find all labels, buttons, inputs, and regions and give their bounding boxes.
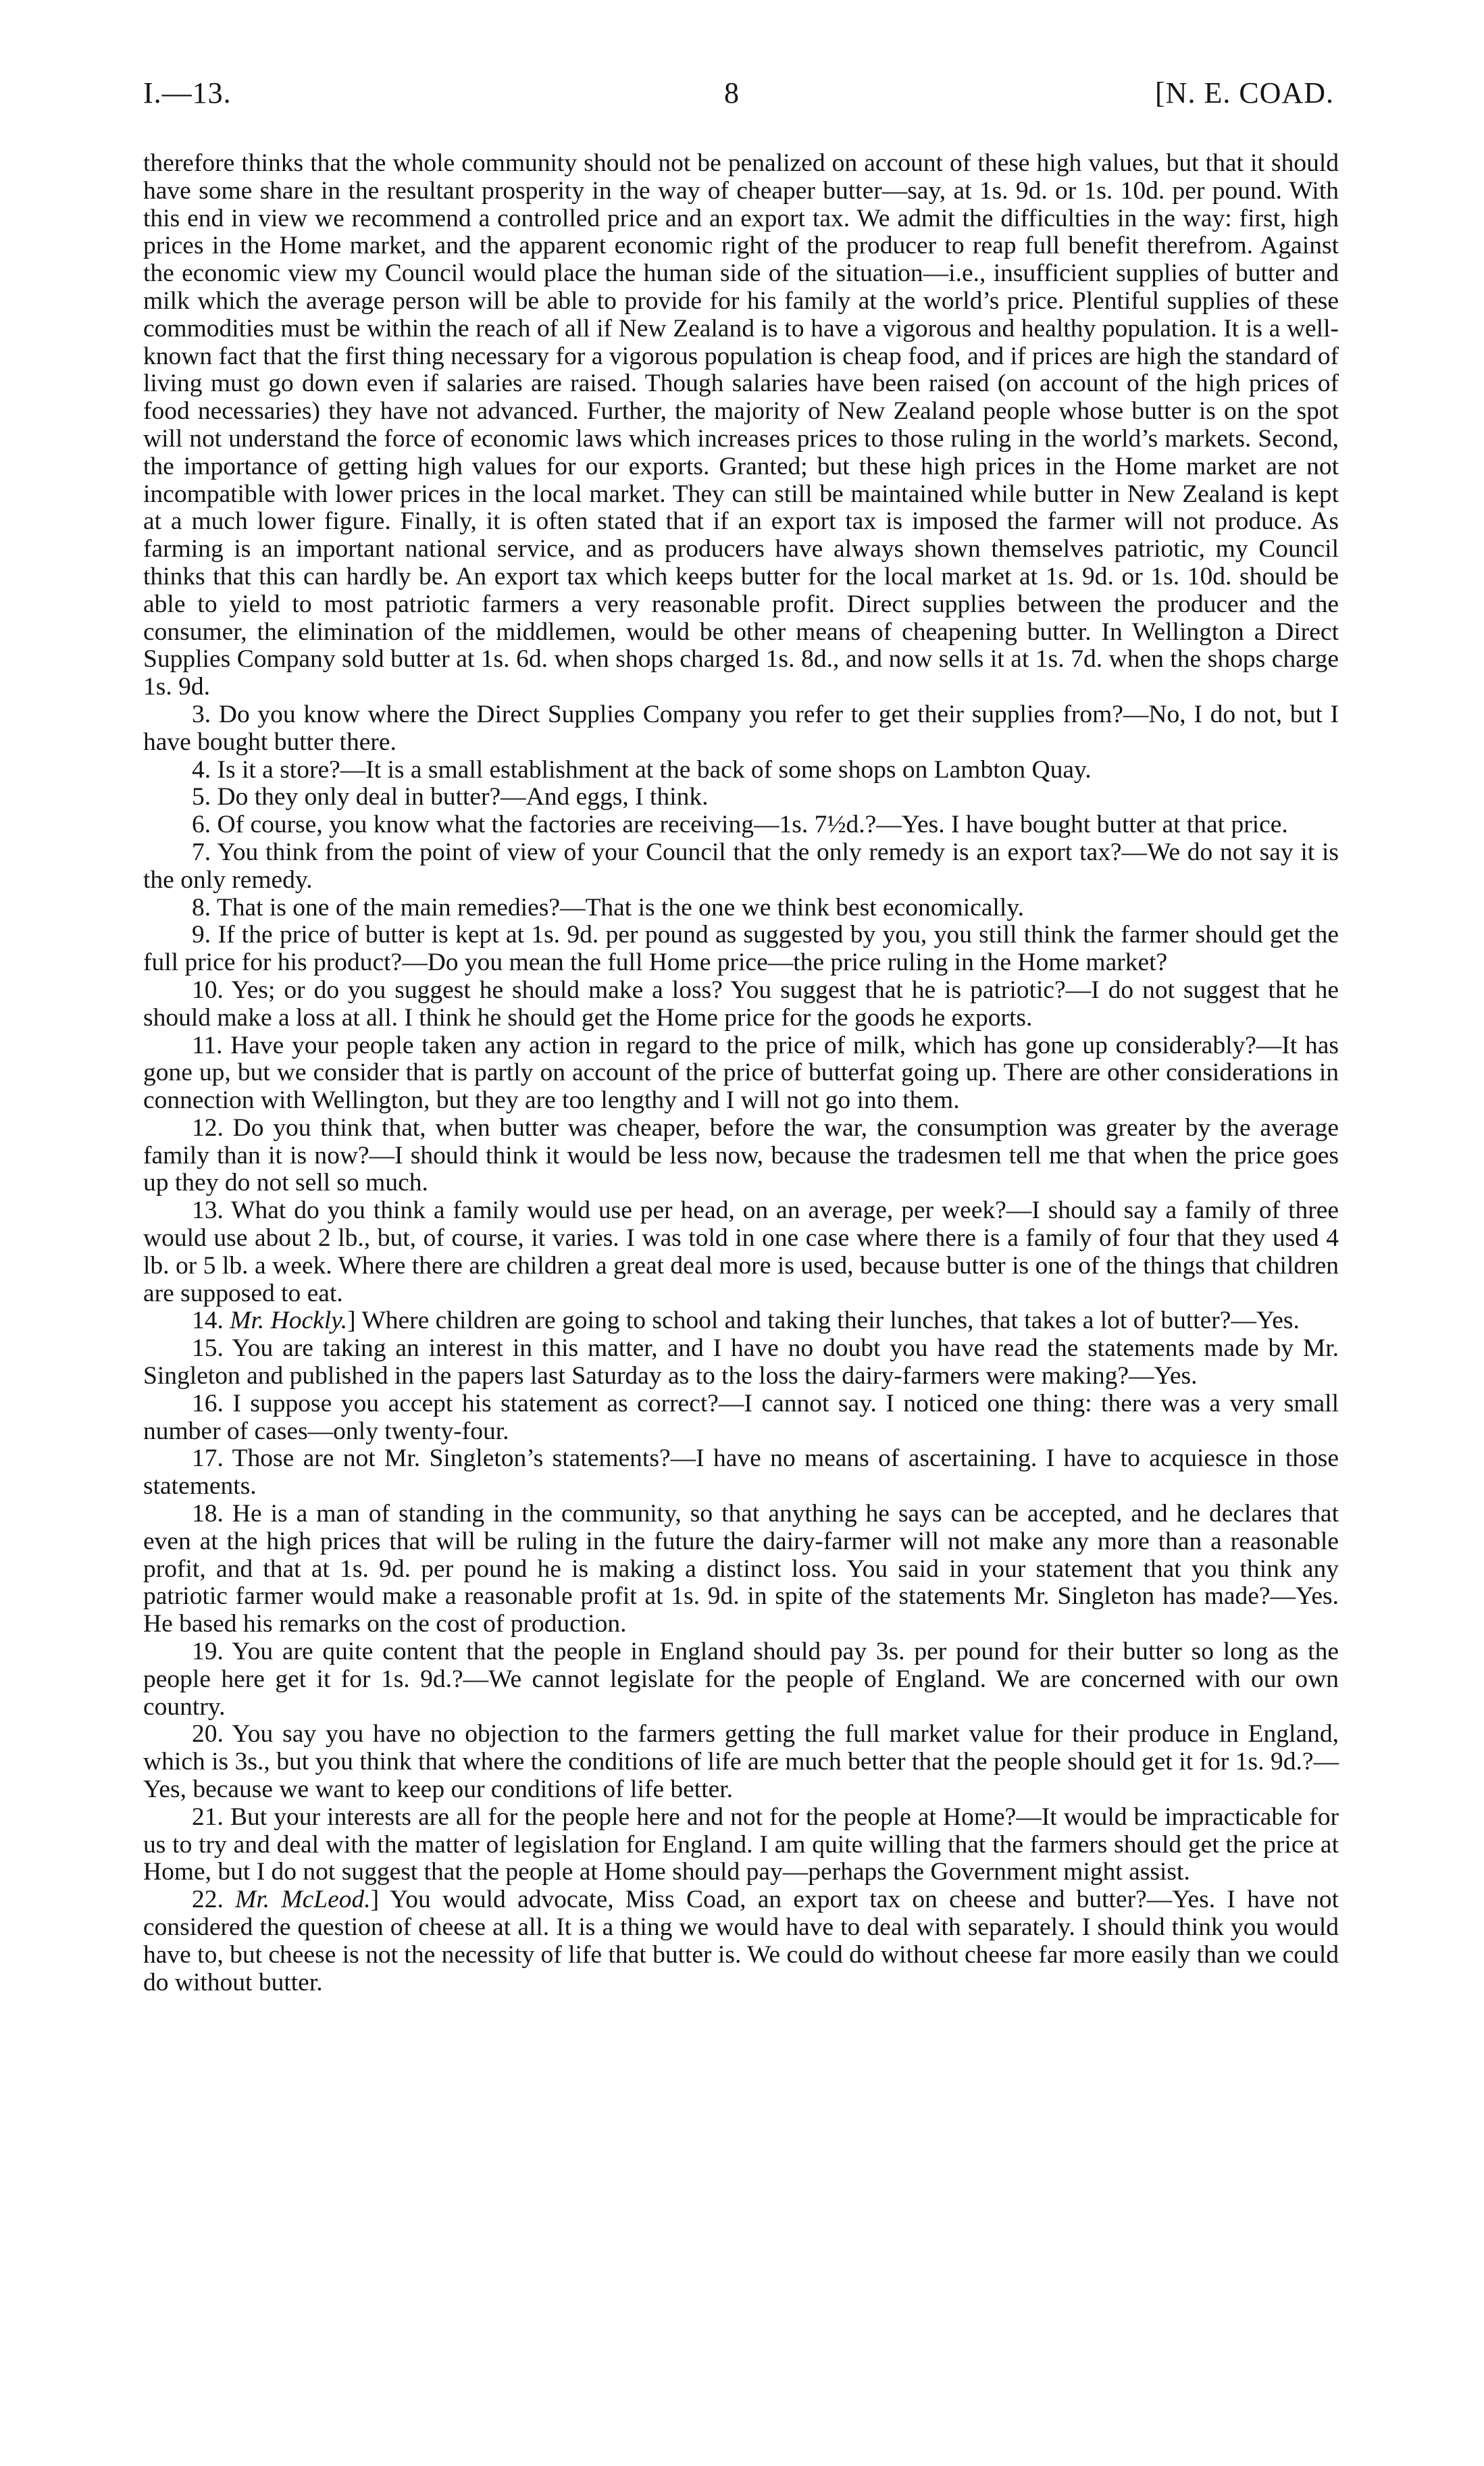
qa-text: 17. Those are not Mr. Singleton’s statements?—I have no means of ascertaining. I have to acquiesce in those statements.	[143, 1444, 1339, 1501]
qa-text: 4. Is it a store?—It is a small establishment at the back of some shops on Lambton Quay.	[192, 755, 1092, 784]
qa-text: You would advocate, Miss Coad, an export tax on cheese and butter?—Yes. I have not considered the question of cheese at all. It is a thing we would have to deal with separately. I should think you would have to, but cheese is not the necessity of life that butter is. We could do without cheese far more easily than we could do without butter.	[143, 1886, 1339, 1996]
qa-paragraph	[143, 922, 1339, 977]
qa-paragraph	[143, 811, 1339, 839]
header-document-number: I.—13.	[143, 76, 232, 109]
qa-paragraph	[143, 784, 1339, 811]
header-witness-name: [N. E. COAD.	[1155, 76, 1334, 109]
speaker-label: 22. Mr. McLeod.]	[192, 1886, 380, 1914]
qa-text: 7. You think from the point of view of your Council that the only remedy is an export tax?—We do not say it is the only remedy.	[143, 838, 1339, 894]
qa-paragraph	[143, 1886, 1339, 1996]
qa-text: 15. You are taking an interest in this matter, and I have no doubt you have read the statements made by Mr. Singleton and published in the papers last Saturday as to the loss the dairy-farmers were making?—Yes.	[143, 1334, 1339, 1390]
qa-paragraph	[143, 757, 1339, 784]
qa-text: 10. Yes; or do you suggest he should make a loss? You suggest that he is patriotic?—I do not suggest that he should make a loss at all. I think he should get the Home price for the goods he exports.	[143, 976, 1339, 1032]
qa-paragraph	[143, 1197, 1339, 1307]
qa-text: 18. He is a man of standing in the community, so that anything he says can be accepted, and he declares that even at the high prices that will be ruling in the future the dairy-farmer will not make any more than a reasonable profit, and that at 1s. 9d. per pound he is making a distinct loss. You said in your statement that you think any patriotic farmer would make a reasonable profit at 1s. 9d. in spite of the statements Mr. Singleton has made?—Yes. He based his remarks on the cost of production.	[143, 1500, 1339, 1638]
qa-text: 8. That is one of the main remedies?—That is the one we think best economically.	[192, 893, 1024, 922]
qa-paragraph	[143, 1335, 1339, 1390]
qa-paragraph	[143, 1115, 1339, 1197]
qa-text: 11. Have your people taken any action in regard to the price of milk, which has gone up considerably?—It has gone up, but we consider that is partly on account of the price of butterfat going up. There are other considerations in connection with Wellington, but they are too lengthy and I will not go into them.	[143, 1031, 1339, 1115]
question-answer-list	[143, 701, 1339, 1996]
qa-paragraph	[143, 895, 1339, 922]
qa-paragraph	[143, 839, 1339, 895]
evidence-body	[143, 150, 1339, 1996]
qa-paragraph	[143, 1307, 1339, 1335]
opening-paragraph: therefore thinks that the whole community should not be penalized on account of these high values, but that it should have some share in the resultant prosperity in the way of cheaper butter—say, at 1s. 9d. or 1s. 10d. per pound. With this end in view we recommend a controlled price and an export tax. We admit the difficulties in the way: first, high prices in the Home market, and the apparent economic right of the producer to reap full benefit therefrom. Against the economic view my Council would place the human side of the situation—i.e., insufficient supplies of butter and milk which the average person will be able to provide for his family at the world’s price. Plentiful supplies of these commodities must be within the reach of all if New Zealand is to have a vigorous and healthy population. It is a well-known fact that the first thing necessary for a vigorous population is cheap food, and if prices are high the standard of living must go down even if salaries are raised. Though salaries have been raised (on account of the high prices of food necessaries) they have not advanced. Further, the majority of New Zealand people whose butter is on the spot will not understand the force of economic laws which increases prices to those ruling in the world’s markets. Second, the importance of getting high values for our exports. Granted; but these high prices in the Home market are not incompatible with lower prices in the local market. They can still be maintained while butter in New Zealand is kept at a much lower figure. Finally, it is often stated that if an export tax is imposed the farmer will not produce. As farming is an important national service, and as producers have always shown themselves patriotic, my Council thinks that this can hardly be. An export tax which keeps butter for the local market at 1s. 9d. or 1s. 10d. should be able to yield to most patriotic farmers a very reasonable profit. Direct supplies between the producer and the consumer, the elimination of the middlemen, would be other means of cheapening butter. In Wellington a Direct Supplies Company sold butter at 1s. 6d. when shops charged 1s. 8d., and now sells it at 1s. 7d. when the shops charge 1s. 9d.	[143, 149, 1339, 701]
qa-paragraph	[143, 1032, 1339, 1115]
qa-text: 5. Do they only deal in butter?—And eggs, I think.	[192, 783, 709, 811]
qa-paragraph	[143, 977, 1339, 1032]
qa-text: 13. What do you think a family would use per head, on an average, per week?—I should say a family of three would use about 2 lb., but, of course, it varies. I was told in one case where there is a family of four that they used 4 lb. or 5 lb. a week. Where there are children a great deal more is used, because butter is one of the things that children are supposed to eat.	[143, 1197, 1339, 1307]
qa-text: 12. Do you think that, when butter was cheaper, before the war, the consumption was greater by the average family than it is now?—I should think it would be less now, because the tradesmen tell me that when the price goes up they do not sell so much.	[143, 1113, 1339, 1197]
qa-text: 20. You say you have no objection to the farmers getting the full market value for their produce in England, which is 3s., but you think that where the conditions of life are much better that the people should get it for 1s. 9d.?—Yes, because we want to keep our conditions of life better.	[143, 1720, 1339, 1804]
qa-paragraph	[143, 1721, 1339, 1803]
qa-paragraph	[143, 1390, 1339, 1446]
qa-text: 3. Do you know where the Direct Supplies Company you refer to get their supplies from?—No, I do not, but I have bought butter there.	[143, 700, 1339, 756]
qa-paragraph	[143, 701, 1339, 757]
qa-paragraph	[143, 1804, 1339, 1886]
qa-text: 16. I suppose you accept his statement as correct?—I cannot say. I noticed one thing: there was a very small number of cases—only twenty-four.	[143, 1389, 1339, 1445]
qa-text: 9. If the price of butter is kept at 1s. 9d. per pound as suggested by you, you still think the farmer should get the full price for his product?—Do you mean the full Home price—the price ruling in the Home market?	[143, 921, 1339, 977]
header-page-number: 8	[724, 76, 740, 109]
speaker-label: 14. Mr. Hockly.]	[192, 1307, 356, 1335]
qa-text: 19. You are quite content that the people in England should pay 3s. per pound for their butter so long as the people here get it for 1s. 9d.?—We cannot legislate for the people of England. We are concerned with our own country.	[143, 1638, 1339, 1721]
qa-text: 21. But your interests are all for the people here and not for the people at Home?—It would be impracticable for us to try and deal with the matter of legislation for England. I am quite willing that the farmers should get the price at Home, but I do not suggest that the people at Home should pay—perhaps the Government might assist.	[143, 1803, 1339, 1886]
qa-text: 6. Of course, you know what the factories are receiving—1s. 7½d.?—Yes. I have bought butter at that price.	[192, 811, 1288, 839]
qa-paragraph	[143, 1501, 1339, 1638]
qa-paragraph	[143, 1638, 1339, 1721]
qa-paragraph	[143, 1445, 1339, 1501]
qa-text: Where children are going to school and taking their lunches, that takes a lot of butter?—Yes.	[355, 1307, 1300, 1335]
